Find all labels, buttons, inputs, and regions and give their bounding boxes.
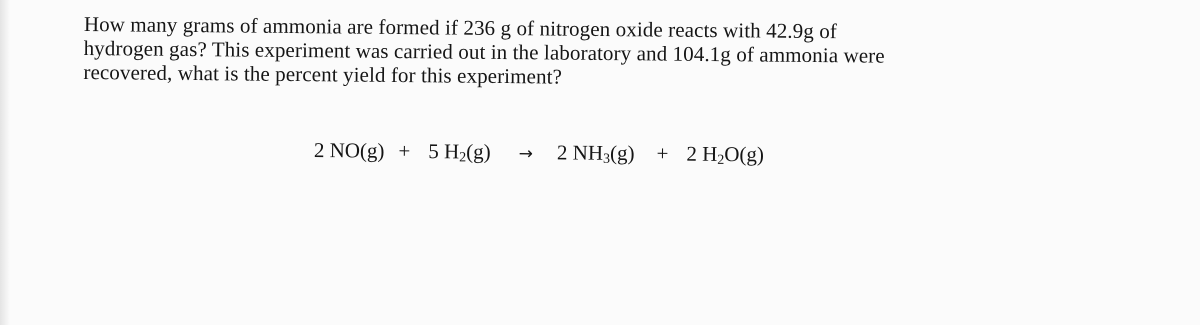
product-h2o-subscript: 2 — [717, 152, 725, 168]
problem-line-1: How many grams of ammonia are formed if 236 g of nitrogen oxide reacts with 42.9g of — [83, 12, 838, 44]
reactant-h2 — [428, 139, 491, 165]
product-nh3-state: (g) — [609, 140, 635, 166]
reactant-h2-formula: 5 H — [428, 139, 460, 164]
product-h2o-rest: O(g) — [724, 141, 765, 167]
plus-sign-2: + — [656, 141, 669, 166]
reactant-h2-state: (g) — [466, 139, 491, 164]
reaction-arrow: → — [518, 143, 534, 165]
product-h2o-formula: 2 H — [686, 141, 718, 166]
chemical-equation — [314, 138, 764, 167]
product-nh3-formula: 2 NH — [556, 140, 604, 165]
reactant-h2-subscript: 2 — [459, 150, 467, 166]
product-nh3 — [557, 140, 635, 166]
plus-sign: + — [398, 138, 411, 163]
problem-line-3: recovered, what is the percent yield for this experiment? — [83, 59, 563, 89]
product-h2o — [686, 142, 764, 168]
problem-text — [83, 12, 1044, 93]
problem-line-2: hydrogen gas? This experiment was carried out in the laboratory and 104.1g of ammonia were — [83, 35, 885, 68]
reactant-no: 2 NO(g) — [313, 138, 385, 163]
product-nh3-subscript: 3 — [602, 151, 611, 167]
page-edge-shadow — [0, 0, 10, 325]
